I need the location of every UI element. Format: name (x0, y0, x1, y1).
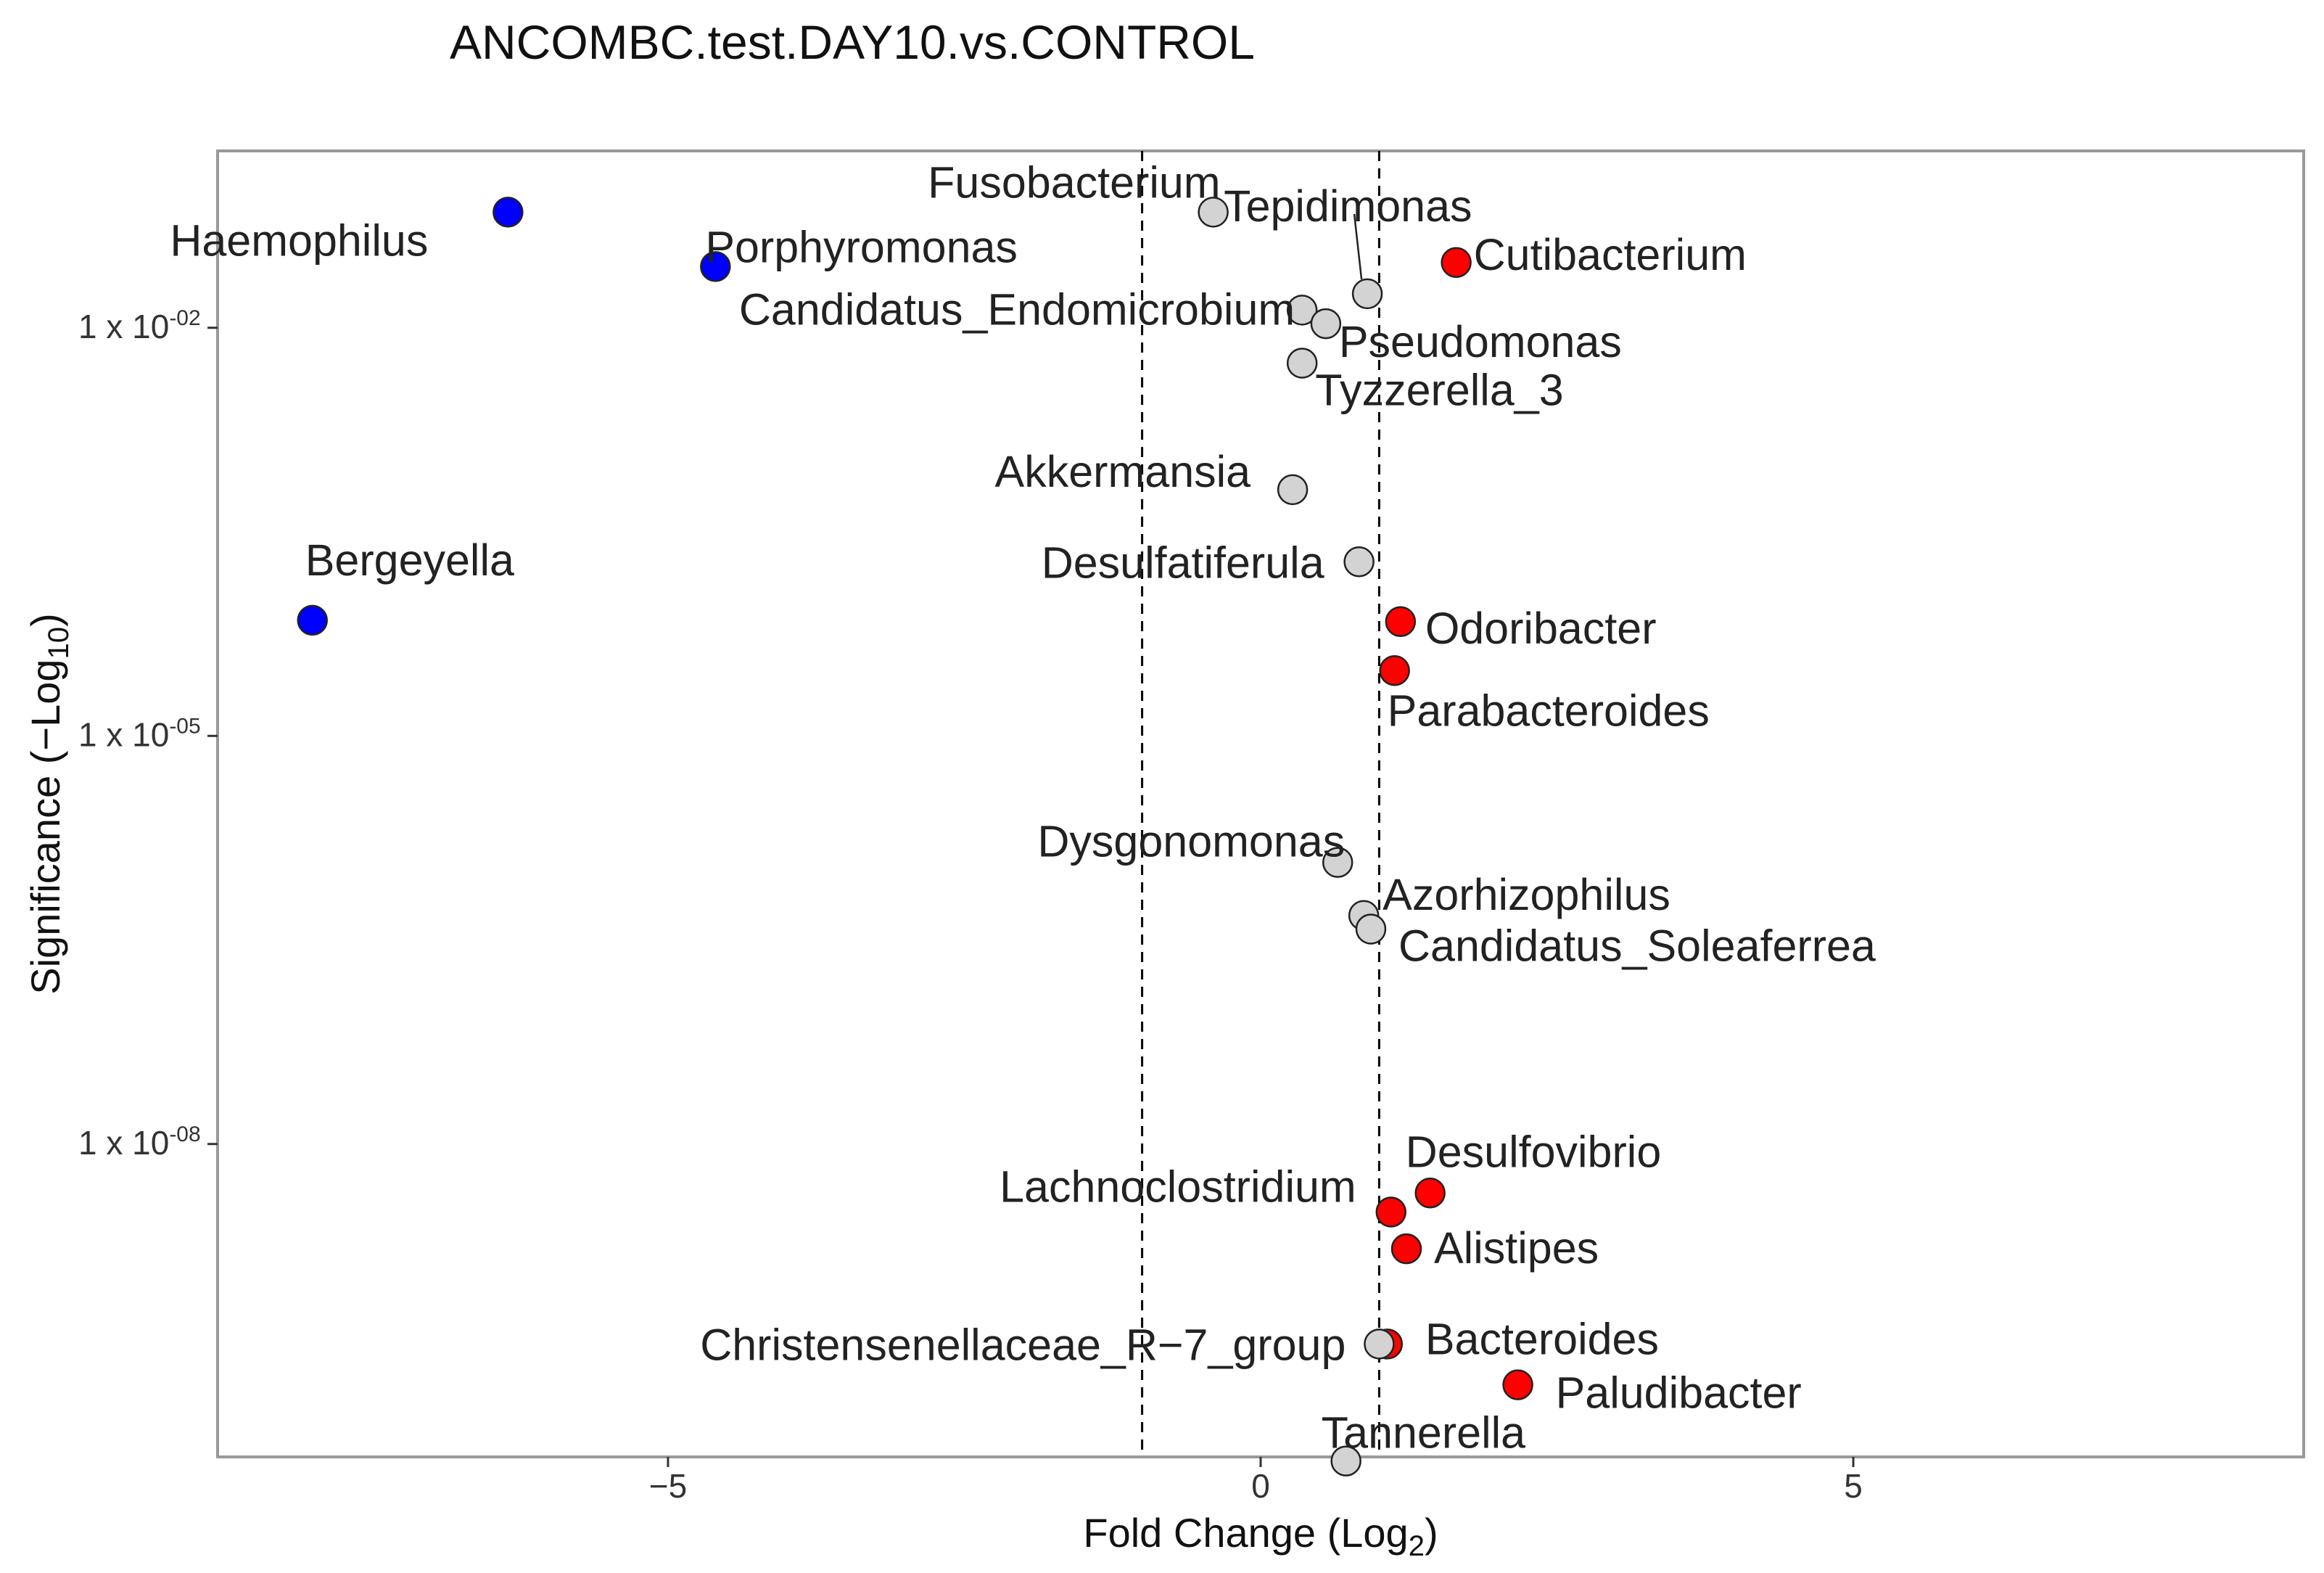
y-tick-label-base: 1 x 10 (78, 307, 170, 345)
x-axis-title-close: ) (1424, 1510, 1438, 1556)
y-tick-label-exponent: -05 (169, 714, 201, 739)
y-axis-title-subscript: 10 (43, 626, 75, 660)
data-point-ns (1364, 1329, 1393, 1358)
data-point-up (1392, 1234, 1421, 1263)
data-point-up (1377, 1198, 1406, 1227)
y-axis-title-text: Significance (−Log (22, 659, 68, 995)
point-label: Paludibacter (1555, 1368, 1802, 1418)
point-label: Candidatus_Soleaferrea (1398, 921, 1876, 971)
y-tick-label-exponent: -08 (169, 1122, 201, 1146)
point-label: Cutibacterium (1473, 229, 1747, 279)
point-label: Azorhizophilus (1383, 869, 1670, 919)
point-label: Desulfatiferula (1041, 538, 1324, 588)
data-point-up (1504, 1371, 1533, 1400)
x-axis-title-subscript: 2 (1408, 1530, 1425, 1562)
y-tick-label-base: 1 x 10 (78, 715, 170, 754)
x-axis-title-text: Fold Change (Log (1083, 1510, 1409, 1556)
x-axis-ticks (649, 1457, 1863, 1505)
point-label: Fusobacterium (928, 157, 1221, 208)
chart-title: ANCOMBC.test.DAY10.vs.CONTROL (450, 15, 1255, 69)
point-label: Dysgonomonas (1037, 816, 1346, 866)
x-axis-title (1083, 1510, 1438, 1562)
point-label: Tannerella (1321, 1408, 1526, 1458)
data-point-up (1416, 1178, 1445, 1207)
data-point-ns (1353, 279, 1382, 308)
point-label: Odoribacter (1425, 603, 1657, 653)
data-point-down (493, 197, 522, 226)
y-tick-label (78, 1122, 201, 1162)
y-tick-label-base: 1 x 10 (78, 1123, 170, 1162)
data-point-up (1380, 656, 1409, 685)
point-label: Akkermansia (994, 446, 1251, 496)
y-tick-label (78, 714, 201, 753)
point-label: Bacteroides (1425, 1314, 1659, 1364)
y-axis-title-close: ) (22, 613, 68, 627)
x-tick-label: 5 (1844, 1467, 1863, 1505)
data-point-ns (1278, 475, 1307, 504)
plot-panel (218, 151, 2304, 1457)
point-label: Tepidimonas (1224, 181, 1472, 231)
data-point-ns (1311, 309, 1340, 338)
point-label: Tyzzerella_3 (1315, 365, 1564, 415)
point-label: Candidatus_Endomicrobium (738, 284, 1295, 334)
point-label: Parabacteroides (1387, 686, 1710, 736)
x-tick-label: 0 (1251, 1467, 1270, 1505)
y-tick-label (78, 306, 201, 345)
point-label: Christensenellaceae_R−7_group (700, 1320, 1346, 1370)
point-label: Bergeyella (305, 535, 514, 585)
data-point-up (1442, 248, 1471, 277)
y-axis-ticks (78, 306, 218, 1162)
data-point-down (298, 606, 327, 635)
y-tick-label-exponent: -02 (169, 305, 201, 330)
y-axis-title (22, 613, 75, 994)
data-point-ns (1345, 547, 1374, 576)
point-label: Desulfovibrio (1405, 1127, 1662, 1177)
point-label: Pseudomonas (1338, 317, 1622, 367)
point-label: Haemophilus (170, 215, 429, 266)
x-tick-label: −5 (648, 1467, 688, 1505)
data-point-ns (1356, 915, 1385, 944)
point-label: Lachnoclostridium (1000, 1162, 1356, 1212)
data-point-up (1386, 607, 1415, 636)
data-point-ns (1287, 349, 1316, 378)
point-label: Porphyromonas (705, 222, 1018, 272)
point-label: Alistipes (1433, 1223, 1599, 1273)
